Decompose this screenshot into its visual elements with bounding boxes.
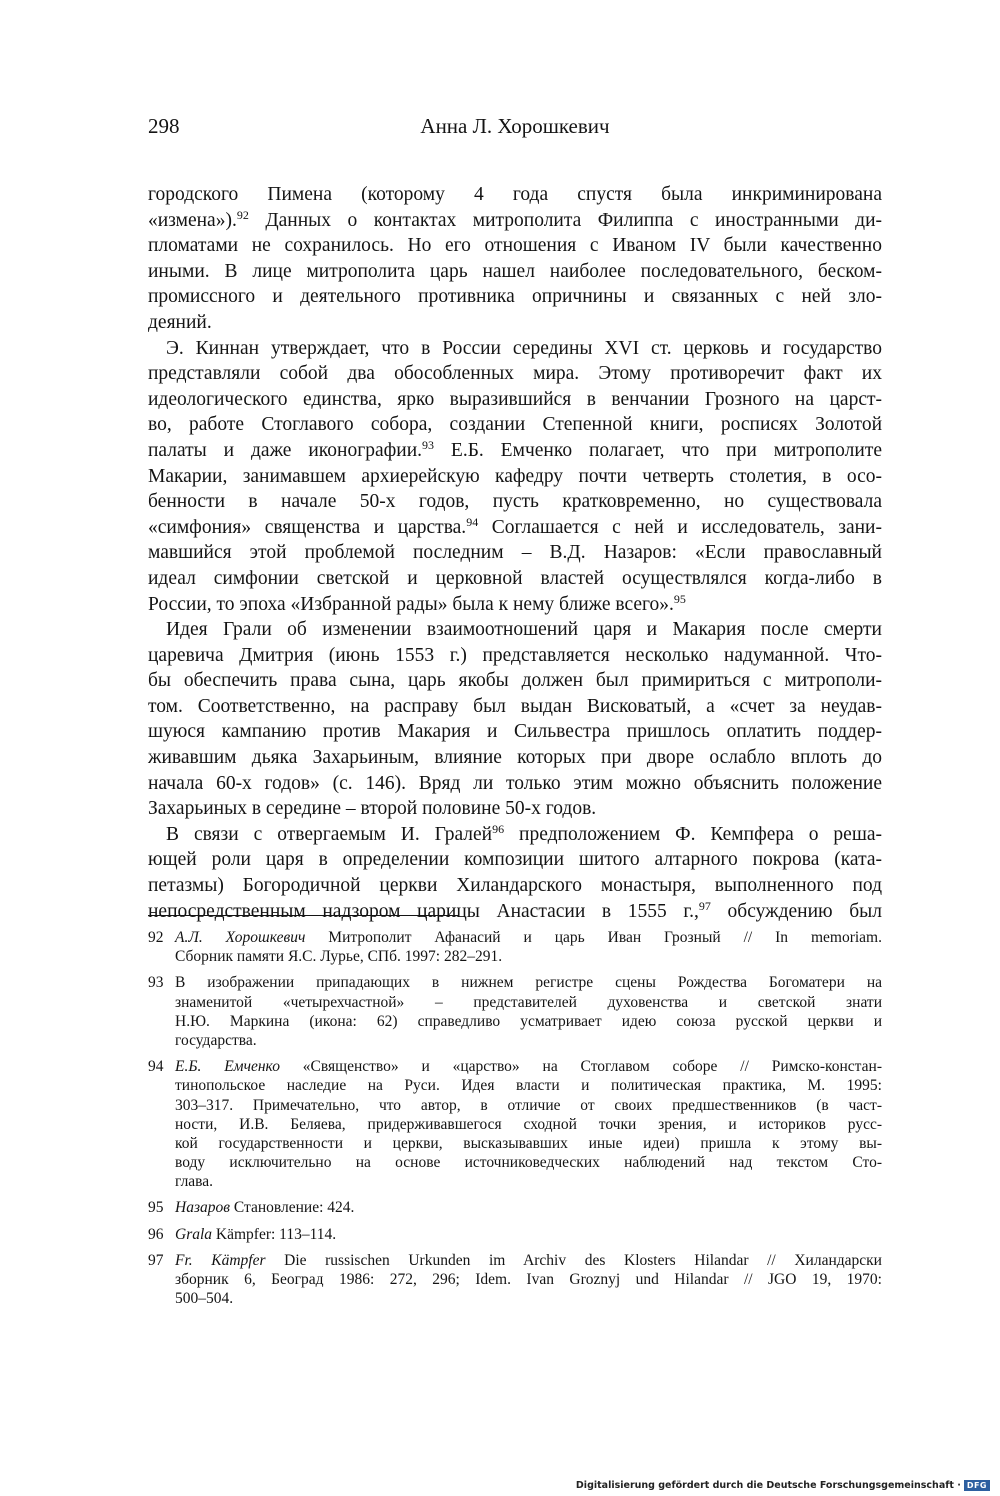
- text-line: [148, 822, 882, 848]
- text-line: [148, 361, 882, 387]
- text-line: [148, 489, 882, 515]
- footnote-number: 97: [148, 1251, 164, 1269]
- text-line-content: во, работе Стоглавого собора, создании Степенной книги, росписях Золотой: [148, 414, 882, 436]
- footnote: [148, 1057, 882, 1191]
- footnote-text: Die russischen Urkunden im Archiv des Klosters Hilandar // Хиландарски: [265, 1251, 882, 1269]
- footnote-text: Н.Ю. Маркина (икона: 62) справедливо усматривает идею союза русской церкви и: [175, 1012, 882, 1030]
- footnote-ref: 92: [236, 207, 249, 222]
- footnote-number: 96: [148, 1225, 164, 1243]
- text-line-content: Э. Киннан утверждает, что в России середины XVI ст. церковь и государство: [166, 337, 882, 359]
- text-line: [148, 745, 882, 771]
- text-line-continuation: обсуждению был: [710, 900, 882, 922]
- footnote-line: [175, 1289, 882, 1308]
- text-line: [148, 617, 882, 643]
- text-line-continuation: Соглашается с ней и исследователь, зани-: [478, 516, 882, 538]
- text-line: [148, 796, 882, 822]
- text-line-content: мавшийся этой проблемой последним – В.Д. Назаров: «Если православный: [148, 542, 882, 564]
- footnote-author: Назаров: [175, 1199, 230, 1217]
- footnote-text: 500–504.: [175, 1290, 234, 1308]
- footnote-text: глава.: [175, 1173, 214, 1191]
- text-line-content: «измена»).: [148, 209, 237, 231]
- text-line-content: ющей роли царя в определении композиции шитого алтарного покрова (ката-: [148, 849, 882, 871]
- footnote-line: [175, 1031, 882, 1050]
- footnote-text: «Священство» и «царство» на Стоглавом соборе // Римско-констан-: [279, 1058, 882, 1076]
- footnote-line: [175, 993, 882, 1012]
- footnote-ref: 96: [492, 821, 505, 836]
- text-line-content: представляли собой два обособленных мира. Этому противоречит факт их: [148, 363, 882, 385]
- text-line-continuation: Е.Б. Емченко полагает, что при митрополите: [434, 439, 882, 461]
- footnote: [148, 1251, 882, 1309]
- footnote-text: Становление: 424.: [229, 1199, 355, 1217]
- dfg-logo: DFG: [964, 1480, 990, 1491]
- text-line: [148, 719, 882, 745]
- footnotes: [148, 928, 882, 1315]
- footnote-line: [175, 1153, 882, 1172]
- text-line: [148, 643, 882, 669]
- page-number: 298: [148, 114, 180, 138]
- footnote-text: кой государственности и церкви, высказывавших иные идеи) пришла к этому вы-: [175, 1134, 882, 1152]
- footnote-line: [175, 1115, 882, 1134]
- text-line: [148, 284, 882, 310]
- text-line-content: начала 60-х годов» (с. 146). Вряд ли только этим можно объяснить положение: [148, 772, 882, 794]
- footnote-text: В изображении припадающих в нижнем регистре сцены Рождества Богоматери на: [175, 974, 882, 992]
- text-line-content: идеологического единства, ярко выразившийся в венчании Грозного на царст-: [148, 388, 882, 410]
- footnote-line: [175, 1270, 882, 1289]
- text-line: [148, 873, 882, 899]
- running-head: [148, 114, 882, 144]
- footnote-ref: 93: [422, 437, 435, 452]
- footnote-line: [175, 973, 882, 992]
- footnote-text: Митрополит Афанасий и царь Иван Грозный // In memoriam.: [305, 929, 882, 946]
- text-line-content: промиссного и деятельного противника опричнины и связанных с ней зло-: [148, 286, 882, 308]
- footnote: [148, 928, 882, 966]
- text-line-content: пломатами не сохранилось. Но его отношения с Иваном IV были качественно: [148, 235, 882, 257]
- scan-credit: [576, 1480, 990, 1491]
- text-line-content: городского Пимена (которому 4 года спустя была инкриминирована: [148, 184, 882, 205]
- text-line-content: шуюся кампанию против Макария и Сильвестра пришлось оплатить поддер-: [148, 721, 882, 743]
- text-line: [148, 336, 882, 362]
- text-line-content: В связи с отвергаемым И. Гралей: [166, 823, 493, 845]
- text-line-content: бы обеспечить права сына, царь якобы должен был примириться с митрополи-: [148, 670, 882, 692]
- body-text: [148, 182, 882, 924]
- footnote-author: А.Л. Хорошкевич: [175, 929, 306, 946]
- footnote-author: Fr. Kämpfer: [175, 1251, 266, 1269]
- footnote-author: Grala: [175, 1225, 213, 1243]
- footnote-line: [175, 1134, 882, 1153]
- text-line-content: непосредственным надзором царицы Анастасии в 1555 г.,: [148, 900, 699, 922]
- footnote-text: тинопольское наследие на Руси. Идея власти и политическая практика, М. 1995:: [175, 1077, 882, 1095]
- text-line: [148, 592, 882, 618]
- text-line-content: Идея Грали об изменении взаимоотношений царя и Макария после смерти: [166, 619, 882, 641]
- text-line: [148, 208, 882, 234]
- text-line: [148, 412, 882, 438]
- text-line: [148, 694, 882, 720]
- footnote: [148, 973, 882, 1050]
- footnote-number: 93: [148, 974, 164, 992]
- footnote-line: [175, 947, 882, 966]
- scan-credit-text: Digitalisierung gefördert durch die Deutsche Forschungsgemeinschaft ·: [575, 1480, 961, 1491]
- footnote-author: Е.Б. Емченко: [175, 1058, 280, 1076]
- text-line: [148, 310, 882, 336]
- footnote-divider: [148, 915, 459, 916]
- footnote-text: Сборник памяти Я.С. Лурье, СПб. 1997: 282–291.: [175, 948, 503, 966]
- footnote-line: [175, 1225, 882, 1244]
- footnote-line: [175, 1096, 882, 1115]
- text-line: [148, 668, 882, 694]
- running-title: Анна Л. Хорошкевич: [420, 114, 610, 138]
- text-line: [148, 515, 882, 541]
- footnote-ref: 95: [673, 591, 686, 606]
- text-line-content: том. Соответственно, на расправу был выдан Висковатый, а «счет за неудав-: [148, 695, 882, 717]
- footnote-line: [175, 1172, 882, 1191]
- text-line-content: России, то эпоха «Избранной рады» была к нему ближе всего».: [148, 593, 674, 615]
- footnote-line: [175, 1012, 882, 1031]
- text-line-content: живавшим дьяка Захарьиным, влияние которых при дворе ослабло вплоть до: [148, 747, 882, 769]
- text-line-content: «симфония» священства и царства.: [148, 516, 467, 538]
- text-line-continuation: предположением Ф. Кемпфера о реша-: [504, 823, 882, 845]
- text-line: [148, 233, 882, 259]
- footnote: [148, 1198, 882, 1217]
- text-line-content: идеал симфонии светской и церковной властей осуществлялся когда-либо в: [148, 567, 882, 589]
- footnote-line: [175, 1076, 882, 1095]
- text-line-content: деяний.: [148, 311, 212, 333]
- footnote-text: 303–317. Примечательно, что автор, в отличие от своих предшественников (в част-: [175, 1096, 882, 1114]
- footnote: [148, 1225, 882, 1244]
- footnote-text: государства.: [175, 1031, 257, 1049]
- text-line: [148, 566, 882, 592]
- text-line-content: бенности в начале 50-х годов, пусть кратковременно, но существовала: [148, 491, 882, 513]
- text-line: [148, 259, 882, 285]
- footnote-line: [175, 1198, 882, 1217]
- footnote-number: 92: [148, 929, 164, 946]
- footnote-number: 95: [148, 1199, 164, 1217]
- text-line: [148, 387, 882, 413]
- text-line-content: петазмы) Богородичной церкви Хиландарского монастыря, выполненного под: [148, 875, 882, 897]
- footnote-ref: 94: [466, 514, 479, 529]
- text-line-content: Макарии, занимавшем архиерейскую кафедру почти четверть столетия, в осо-: [148, 465, 882, 487]
- footnote-line: [175, 928, 882, 947]
- text-line-content: Захарьиных в середине – второй половине 50-х годов.: [148, 798, 597, 820]
- text-line: [148, 847, 882, 873]
- text-line: [148, 771, 882, 797]
- text-line-continuation: Данных о контактах митрополита Филиппа с иностранными ди-: [248, 209, 882, 231]
- text-line-content: иными. В лице митрополита царь нашел наиболее последовательного, беском-: [148, 260, 882, 282]
- text-line: [148, 899, 882, 925]
- footnote-ref: 97: [698, 898, 711, 913]
- footnote-text: Kämpfer: 113–114.: [212, 1225, 337, 1243]
- text-line: [148, 438, 882, 464]
- footnote-number: 94: [148, 1058, 164, 1076]
- footnote-text: ности, И.В. Беляева, придерживавшегося сходной точки зрения, и историков русс-: [175, 1115, 882, 1133]
- text-line: [148, 182, 882, 208]
- text-line: [148, 464, 882, 490]
- text-line-content: царевича Дмитрия (июнь 1553 г.) представляется несколько надуманной. Что-: [148, 644, 882, 666]
- footnote-text: знаменитой «четырехчастной» – представителей духовенства и светской знати: [175, 993, 882, 1011]
- footnote-text: зборник 6, Београд 1986: 272, 296; Idem. Ivan Groznyj und Hilandar // JGO 19, 1970:: [175, 1271, 882, 1288]
- text-line: [148, 540, 882, 566]
- footnote-line: [175, 1251, 882, 1270]
- text-line-content: палаты и даже иконографии.: [148, 439, 423, 461]
- footnote-text: воду исключительно на основе источниковедческих наблюдений над текстом Сто-: [175, 1154, 882, 1172]
- footnote-line: [175, 1057, 882, 1076]
